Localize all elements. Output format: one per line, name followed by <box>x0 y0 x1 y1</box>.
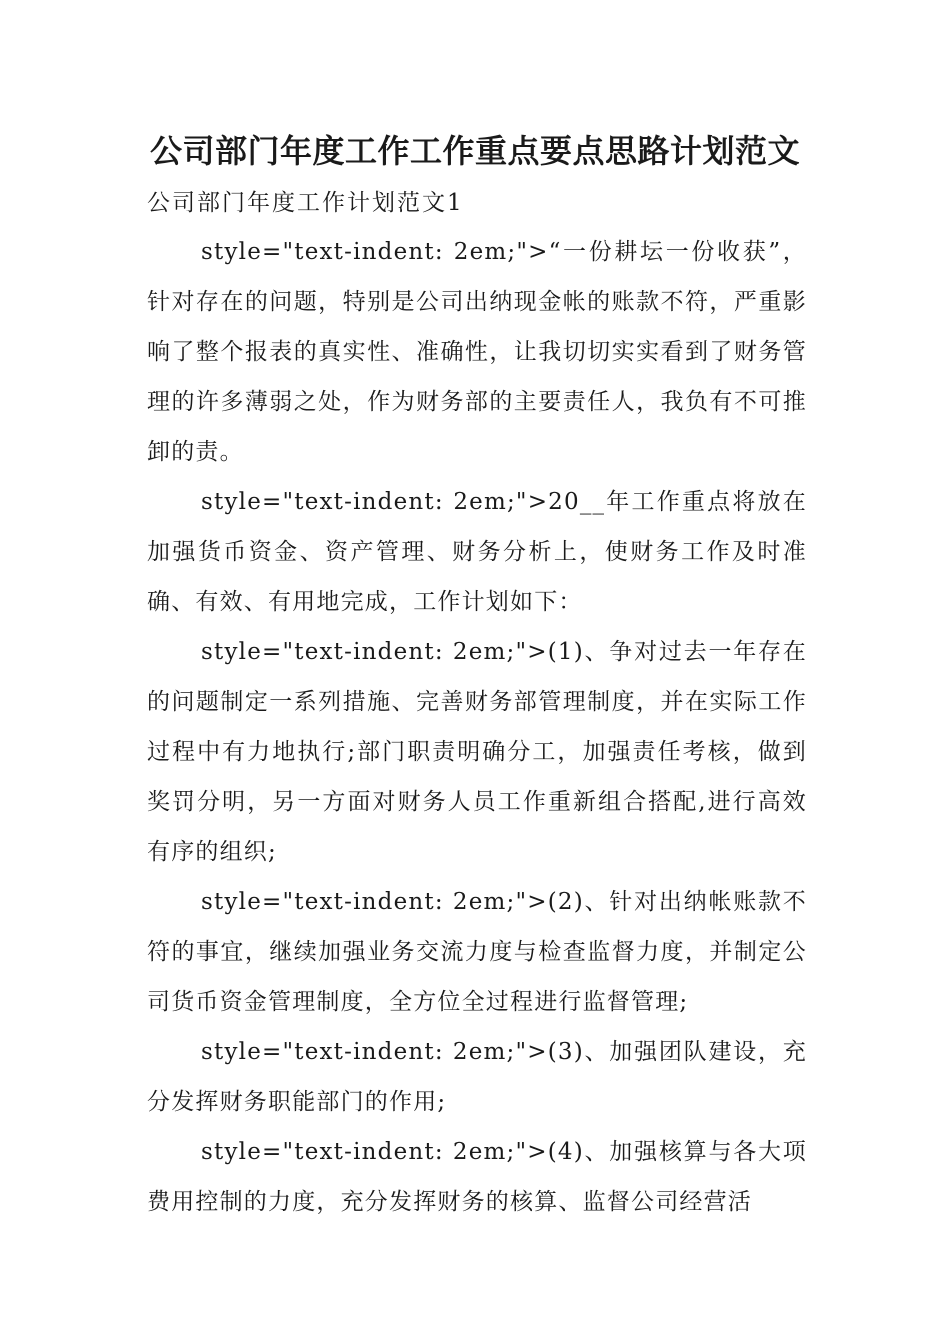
paragraph-2: style="text-indent: 2em;">20__年工作重点将放在加强货币资金、资产管理、财务分析上，使财务工作及时准确、有效、有用地完成，工作计划如下： <box>147 489 807 615</box>
paragraph-6: style="text-indent: 2em;">(4)、加强核算与各大项费用控制的力度，充分发挥财务的核算、监督公司经营活 <box>147 1139 807 1215</box>
paragraph-4: style="text-indent: 2em;">(2)、针对出纳帐账款不符的事宜，继续加强业务交流力度与检查监督力度，并制定公司货币资金管理制度，全方位全过程进行监督管理; <box>147 889 807 1015</box>
paragraph-3: style="text-indent: 2em;">(1)、争对过去一年存在的问题制定一系列措施、完善财务部管理制度，并在实际工作过程中有力地执行;部门职责明确分工，加强责任考核，做到奖罚分明，另一方面对财务人员工作重新组合搭配,进行高效有序的组织; <box>147 639 807 865</box>
document-title: 公司部门年度工作工作重点要点思路计划范文 <box>149 132 800 170</box>
document-subtitle: 公司部门年度工作计划范文1 <box>147 190 464 216</box>
paragraph-1: style="text-indent: 2em;">“一份耕坛一份收获”，针对存在的问题，特别是公司出纳现金帐的账款不符，严重影响了整个报表的真实性、准确性，让我切切实实看到了财务管理的许多薄弱之处，作为财务部的主要责任人，我负有不可推卸的责。 <box>147 239 807 465</box>
paragraph-5: style="text-indent: 2em;">(3)、加强团队建设，充分发挥财务职能部门的作用; <box>147 1039 807 1115</box>
document-body <box>147 227 807 1227</box>
